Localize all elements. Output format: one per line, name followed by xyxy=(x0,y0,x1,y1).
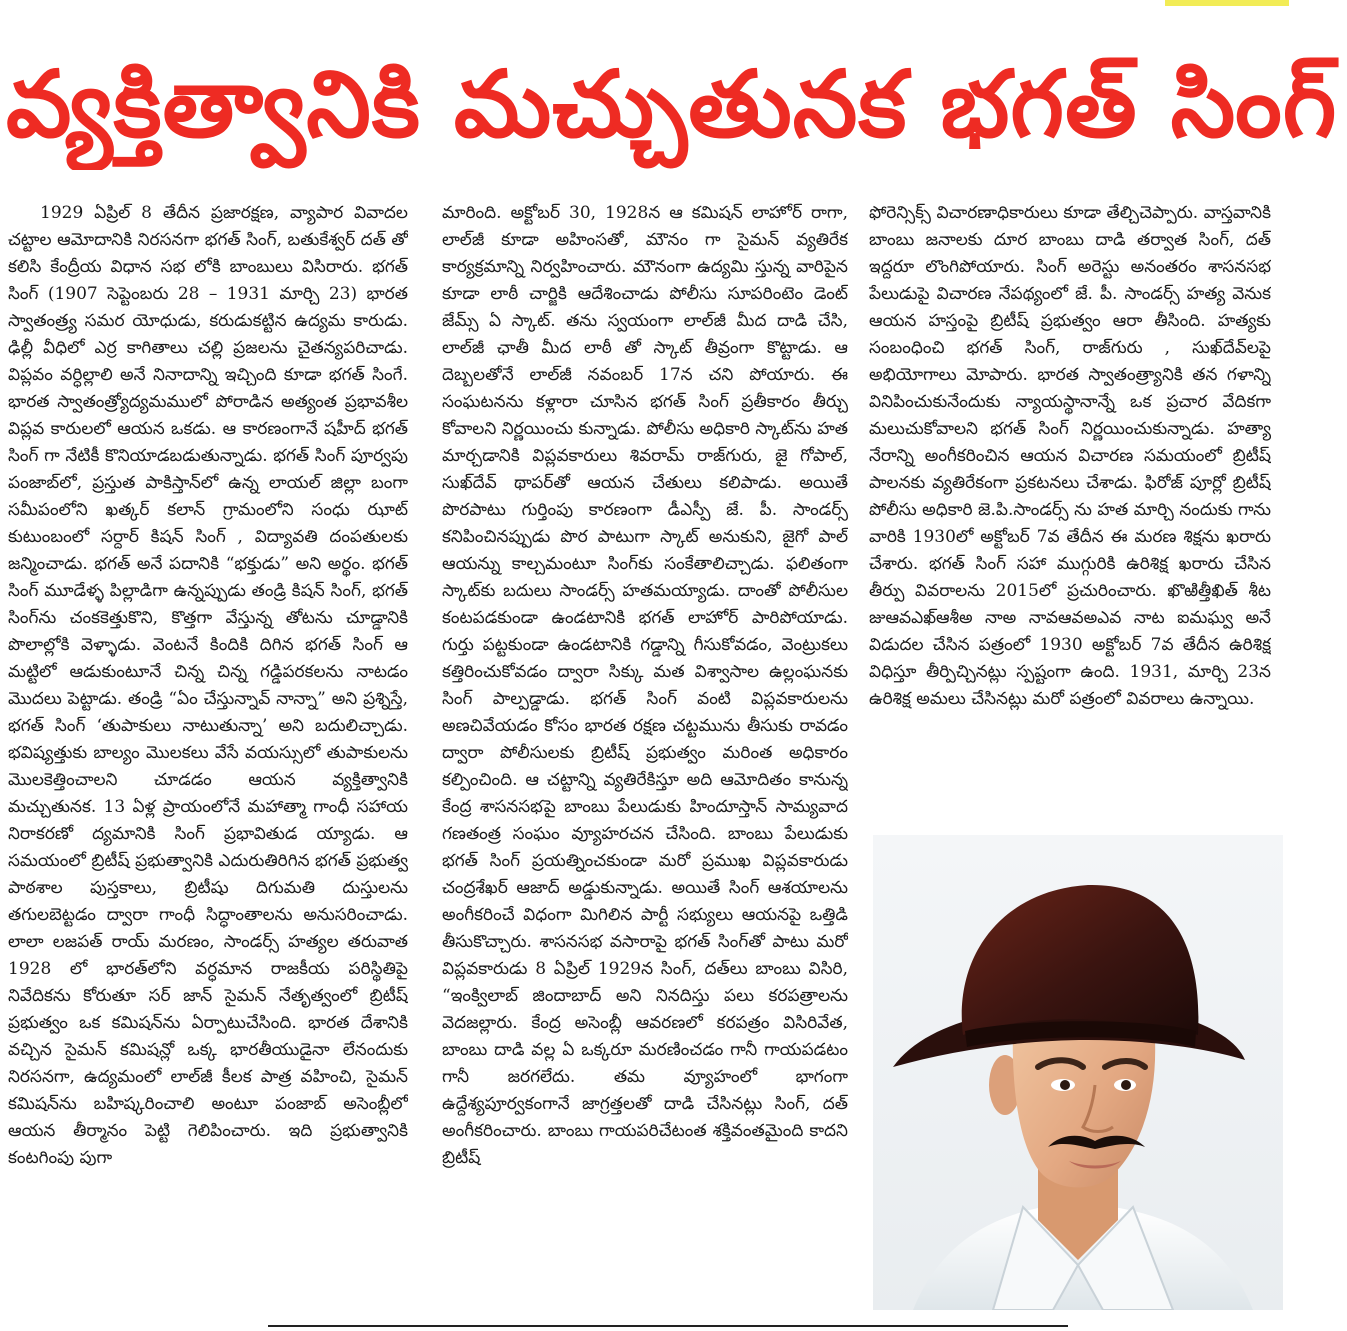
column-3-text: ఫోరెన్సిక్స్ విచారణాధికారులు కూడా తేల్చిచెప్పారు. వాస్తవానికి బాంబు జనాలకు దూర బాంబు దాడి తర్వాత సింగ్, దత్ ఇద్దరూ లొంగిపోయారు. సింగ్ అరెస్టు అనంతరం శాసనసభ పేలుడుపై విచారణ నేపథ్యంలో జే. పీ. సాండర్స్ హత్య వెనుక ఆయన హస్తంపై బ్రిటీష్ ప్రభుత్వం ఆరా తీసింది. హత్యకు సంబంధించి భగత్ సింగ్, రాజ్‌గురు , సుఖ్‌దేవ్‌లపై అభియోగాలు మోపారు. భారత స్వాతంత్ర్యానికి తన గళాన్ని వినిపించుకునేందుకు న్యాయస్థానాన్నే ఒక ప్రచార వేదికగా మలుచుకోవాలని భగత్ సింగ్ నిర్ణయించుకున్నాడు. హత్యా నేరాన్ని అంగీకరించిన ఆయన విచారణ సమయంలో బ్రిటీష్ పాలనకు వ్యతిరేకంగా ప్రకటనలు చేశాడు. ఫిరోజ్ పూర్లో బ్రిటీష్ పోలీసు అధికారి జె.పి.సాండర్స్ ను హత మార్చి నందుకు గాను వారికి 1930లో అక్టోబర్ 7వ తేదీన ఈ మరణ శిక్షను ఖరారు చేశారు. భగత్ సింగ్ సహా ముగ్గురికి ఉరిశిక్ష ఖరారు చేసిన తీర్పు వివరాలను 2015లో ప్రచురించారు. ఖొఱిత్తీఖిత్ శీట జుఆవఎఖ్ఆశీఅ నాఅ నావఆవఅఎవ నాట ఐమఘ్వ అనే విడుదల చేసిన పత్రంలో 1930 అక్టోబర్ 7వ తేదీన ఉరిశిక్ష విధిస్తూ తీర్పిచ్చినట్లు స్పష్టంగా ఉంది. 1931, మార్చి 23న ఉరిశిక్ష అమలు చేసినట్లు మరో పత్రంలో వివరాలు ఉన్నాయి. xyxy=(869,203,1271,709)
bottom-rule xyxy=(268,1325,1068,1327)
article-column-2 xyxy=(442,200,848,1310)
article-column-3 xyxy=(869,200,1271,820)
column-2-text: మారింది. అక్టోబర్ 30, 1928న ఆ కమిషన్ లాహోర్ రాగా, లాల్‌జీ కూడా అహింసతో, మౌనం గా సైమన్ వ్యతిరేక కార్యక్రమాన్ని నిర్వహించారు. మౌనంగా ఉద్యమి స్తున్న వారిపైన కూడా లాఠీ చార్జికి ఆదేశించాడు పోలీసు సూపరింటెం డెంట్ జేమ్స్ ఏ స్కాట్. తను స్వయంగా లాల్‌జీ మీద దాడి చేసి, లాల్‌జీ ఛాతీ మీద లాఠీ తో స్కాట్ తీవ్రంగా కొట్టాడు. ఆ దెబ్బలతోనే లాల్‌జీ నవంబర్ 17న చని పోయారు. ఈ సంఘటనను కళ్లారా చూసిన భగత్ సింగ్ ప్రతీకారం తీర్చు కోవాలని నిర్ణయించు కున్నాడు. పోలీసు అధికారి స్కాట్‌ను హత మార్చడానికి విప్లవకారులు శివరామ్ రాజ్‌గురు, జై గోపాల్, సుఖ్‌దేవ్ థాపర్‌తో ఆయన చేతులు కలిపాడు. అయితే పొరపాటు గుర్తింపు కారణంగా డీఎస్పీ జే. పీ. సాండర్స్ కనిపించినప్పుడు పొర పాటుగా స్కాట్ అనుకుని, జైగో పాల్ ఆయన్ను కాల్చమంటూ సింగ్‌కు సంకేతాలిచ్చాడు. ఫలితంగా స్కాట్‌కు బదులు సాండర్స్ హతమయ్యాడు. దాంతో పోలీసుల కంటపడకుండా ఉండటానికి భగత్ లాహోర్ పారిపోయాడు. గుర్తు పట్టకుండా ఉండటానికి గడ్డాన్ని గీసుకోవడం, వెంట్రుకలు కత్తిరించుకోవడం ద్వారా సిక్కు మత విశ్వాసాల ఉల్లంఘనకు సింగ్ పాల్పడ్డాడు. భగత్ సింగ్ వంటి విప్లవకారులను అణచివేయడం కోసం భారత రక్షణ చట్టమును తీసుకు రావడం ద్వారా పోలీసులకు బ్రిటీష్ ప్రభుత్వం మరింత అధికారం కల్పించింది. ఆ చట్టాన్ని వ్యతిరేకిస్తూ అది ఆమోదితం కానున్న కేంద్ర శాసనసభపై బాంబు పేలుడుకు హిందూస్తాన్ సామ్యవాద గణతంత్ర సంఘం వ్యూహరచన చేసింది. బాంబు పేలుడుకు భగత్ సింగ్ ప్రయత్నించకుండా మరో ప్రముఖ విప్లవకారుడు చంద్రశేఖర్ ఆజాద్ అడ్డుకున్నాడు. అయితే సింగ్ ఆశయాలను అంగీకరించే విధంగా మిగిలిన పార్టీ సభ్యులు ఆయనపై ఒత్తిడి తీసుకొచ్చారు. శాసనసభ వసారాపై భగత్ సింగ్‌తో పాటు మరో విప్లవకారుడు 8 ఏప్రిల్ 1929న సింగ్, దత్‌లు బాంబు విసిరి, “ఇంక్విలాబ్ జిందాబాద్ అని నినదిస్తు పలు కరపత్రాలను వెదజల్లారు. కేంద్ర అసెంబ్లీ ఆవరణలో కరపత్రం విసిరివేత, బాంబు దాడి వల్ల ఏ ఒక్కరూ మరణించడం గానీ గాయపడటం గానీ జరగలేదు. తమ వ్యూహంలో భాగంగా ఉద్దేశ్యపూర్వకంగానే జాగ్రత్తలతో దాడి చేసినట్లు సింగ్, దత్ అంగీకరించారు. బాంబు గాయపరిచేటంత శక్తివంతమైంది కాదని బ్రిటీష్ xyxy=(442,203,848,1168)
corner-tab xyxy=(1165,0,1289,6)
portrait-image xyxy=(873,835,1283,1310)
portrait-illustration-icon xyxy=(873,835,1283,1310)
headline: వ్యక్తిత్వానికి మచ్చుతునక భగత్ సింగ్ xyxy=(6,51,1338,158)
article-column-1 xyxy=(8,200,408,1310)
column-1-text: 1929 ఏప్రిల్ 8 తేదీన ప్రజారక్షణ, వ్యాపార వివాదల చట్టాల ఆమోదానికి నిరసనగా భగత్ సింగ్, బతుకేశ్వర్ దత్ తో కలిసి కేంద్రీయ విధాన సభ లోకి బాంబులు విసిరారు. భగత్ సింగ్ (1907 సెప్టెంబరు 28 – 1931 మార్చి 23) భారత స్వాతంత్ర్య సమర యోధుడు, కరుడుకట్టిన ఉద్యమ కారుడు. ఢిల్లీ వీధిలో ఎర్ర కాగితాలు చల్లి ప్రజలను చైతన్యపరిచాడు. విప్లవం వర్ధిల్లాలి అనే నినాదాన్ని ఇచ్చింది కూడా భగత్ సింగే. భారత స్వాతంత్ర్యోద్యమములో పోరాడిన అత్యంత ప్రభావశీల విప్లవ కారులలో ఆయన ఒకడు. ఆ కారణంగానే షహీద్ భగత్ సింగ్ గా నేటికీ కొనియాడబడుతున్నాడు. భగత్ సింగ్ పూర్వపు పంజాబ్‌లో, ప్రస్తుత పాకిస్తాన్‌లో ఉన్న లాయల్ జిల్లా బంగా సమీపంలోని ఖత్కర్ కలాన్ గ్రామంలోని సంధు ఝాట్ కుటుంబంలో సర్దార్ కిషన్ సింగ్ , విద్యావతి దంపతులకు జన్మించాడు. భగత్ అనే పదానికి “భక్తుడు” అని అర్థం. భగత్ సింగ్ మూడేళ్ళ పిల్లాడిగా ఉన్నప్పుడు తండ్రి కిషన్ సింగ్, భగత్ సింగ్‌ను చంకకెత్తుకొని, కొత్తగా వేస్తున్న తోటను చూడ్డానికి పొలాల్లోకి వెళ్ళాడు. వెంటనే కిందికి దిగిన భగత్ సింగ్ ఆ మట్టిలో ఆడుకుంటూనే చిన్న చిన్న గడ్డిపరకలను నాటడం మొదలు పెట్టాడు. తండ్రి “ఏం చేస్తున్నావ్ నాన్నా” అని ప్రశ్నిస్తే, భగత్ సింగ్ ‘తుపాకులు నాటుతున్నా’ అని బదులిచ్చాడు. భవిష్యత్తుకు బాల్యం మొలకలు వేసే వయస్సులో తుపాకులను మొలకెత్తించాలని చూడడం ఆయన వ్యక్తిత్వానికి మచ్చుతునక. 13 ఏళ్ల ప్రాయంలోనే మహాత్మా గాంధీ సహాయ నిరాకరణో ద్యమానికి సింగ్ ప్రభావితుడ య్యాడు. ఆ సమయంలో బ్రిటీష్ ప్రభుత్వానికి ఎదురుతిరిగిన భగత్ ప్రభుత్వ పాఠశాల పుస్తకాలు, బ్రిటీషు దిగుమతి దుస్తులను తగులబెట్టడం ద్వారా గాంధీ సిద్ధాంతాలను అనుసరించాడు. లాలా లజపత్ రాయ్ మరణం, సాండర్స్ హత్యల తరువాత 1928 లో భారత్‌లోని వర్ధమాన రాజకీయ పరిస్థితిపై నివేదికను కోరుతూ సర్ జాన్ సైమన్ నేతృత్వంలో బ్రిటీష్ ప్రభుత్వం ఒక కమిషన్‌ను ఏర్పాటుచేసింది. భారత దేశానికి వచ్చిన సైమన్ కమిషన్లో ఒక్క భారతీయుడైనా లేనందుకు నిరసనగా, ఉద్యమంలో లాల్‌జీ కీలక పాత్ర వహించి, సైమన్ కమిషన్‌ను బహిష్కరించాలి అంటూ పంజాబ్ అసెంబ్లీలో ఆయన తీర్మానం పెట్టి గెలిపించారు. ఇది ప్రభుత్వానికి కంటగింపు పుగా xyxy=(8,203,408,1168)
